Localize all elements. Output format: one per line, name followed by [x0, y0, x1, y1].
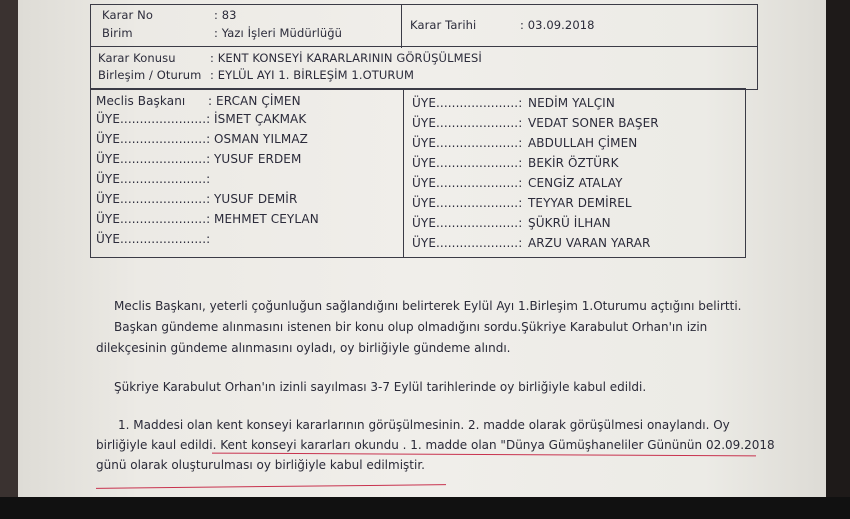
member-role: ÜYE.....................: [412, 196, 523, 210]
birim-value: : Yazı İşleri Müdürlüğü [214, 26, 343, 40]
photo-border-left [0, 0, 18, 519]
paragraph-line: birliğiyle kaul edildi. Kent konseyi kararları okundu . 1. madde olan "Dünya Gümüşhaneliler Gününün 02.09.2018 [96, 438, 775, 452]
member-role: ÜYE.....................: [412, 136, 523, 150]
document-page [18, 0, 826, 497]
karar-tarihi-label: Karar Tarihi [410, 18, 477, 32]
paragraph-line: Başkan gündeme alınmasını istenen bir konu olup olmadığını sordu.Şükriye Karabulut Orhan'ın izin [114, 320, 708, 334]
paragraph-line: Meclis Başkanı, yeterli çoğunluğun sağlandığını belirterek Eylül Ayı 1.Birleşim 1.Oturumu açtığını belirtti. [114, 299, 742, 313]
member-name: TEYYAR DEMİREL [528, 196, 632, 210]
highlight-underline [96, 484, 446, 489]
birlesim-label: Birleşim / Oturum [98, 68, 202, 82]
member-role: ÜYE......................: [96, 172, 211, 186]
member-name: VEDAT SONER BAŞER [528, 116, 659, 130]
member-name: YUSUF DEMİR [214, 192, 298, 206]
member-name: : ERCAN ÇİMEN [208, 94, 301, 108]
member-role: Meclis Başkanı [96, 94, 186, 108]
member-name: ABDULLAH ÇİMEN [528, 136, 638, 150]
member-name: OSMAN YILMAZ [214, 132, 308, 146]
member-name: ŞÜKRÜ İLHAN [528, 216, 611, 230]
member-name: ARZU VARAN YARAR [528, 236, 651, 250]
karar-konusu-label: Karar Konusu [98, 51, 176, 65]
member-role: ÜYE......................: [96, 212, 211, 226]
member-name: MEHMET CEYLAN [214, 212, 319, 226]
karar-tarihi-value: : 03.09.2018 [520, 18, 595, 32]
birlesim-value: : EYLÜL AYI 1. BİRLEŞİM 1.OTURUM [210, 68, 415, 82]
birim-label: Birim [102, 26, 133, 40]
karar-konusu-value: : KENT KONSEYİ KARARLARININ GÖRÜŞÜLMESİ [210, 51, 482, 65]
member-name: NEDİM YALÇIN [528, 96, 615, 110]
highlight-underline [212, 453, 756, 457]
member-role: ÜYE.....................: [412, 156, 523, 170]
member-role: ÜYE.....................: [412, 236, 523, 250]
minutes-paragraph-2: Şükriye Karabulut Orhan'ın izinli sayılması 3-7 Eylül tarihlerinde oy birliğiyle kabul edildi. [114, 380, 647, 394]
member-role: ÜYE.....................: [412, 216, 523, 230]
member-role: ÜYE......................: [96, 112, 211, 126]
karar-no-value: : 83 [214, 8, 237, 22]
member-role: ÜYE......................: [96, 232, 211, 246]
member-role: ÜYE.....................: [412, 116, 523, 130]
member-role: ÜYE......................: [96, 152, 211, 166]
member-name: BEKİR ÖZTÜRK [528, 156, 619, 170]
member-role: ÜYE.....................: [412, 96, 523, 110]
member-role: ÜYE......................: [96, 132, 211, 146]
karar-no-label: Karar No [102, 8, 153, 22]
photo-border-right [826, 0, 850, 519]
member-role: ÜYE......................: [96, 192, 211, 206]
paragraph-line: günü olarak oluşturulması oy birliğiyle kabul edilmiştir. [96, 458, 425, 472]
photo-border-bottom [0, 497, 850, 519]
paragraph-line: 1. Maddesi olan kent konseyi kararlarının görüşülmesinin. 2. madde olarak görüşülmesi onaylandı. Oy [118, 418, 730, 432]
paragraph-line: dilekçesinin gündeme alınmasını oyladı, oy birliğiyle gündeme alındı. [96, 341, 511, 355]
member-role: ÜYE.....................: [412, 176, 523, 190]
member-name: YUSUF ERDEM [214, 152, 302, 166]
member-name: CENGİZ ATALAY [528, 176, 623, 190]
member-name: İSMET ÇAKMAK [214, 112, 307, 126]
